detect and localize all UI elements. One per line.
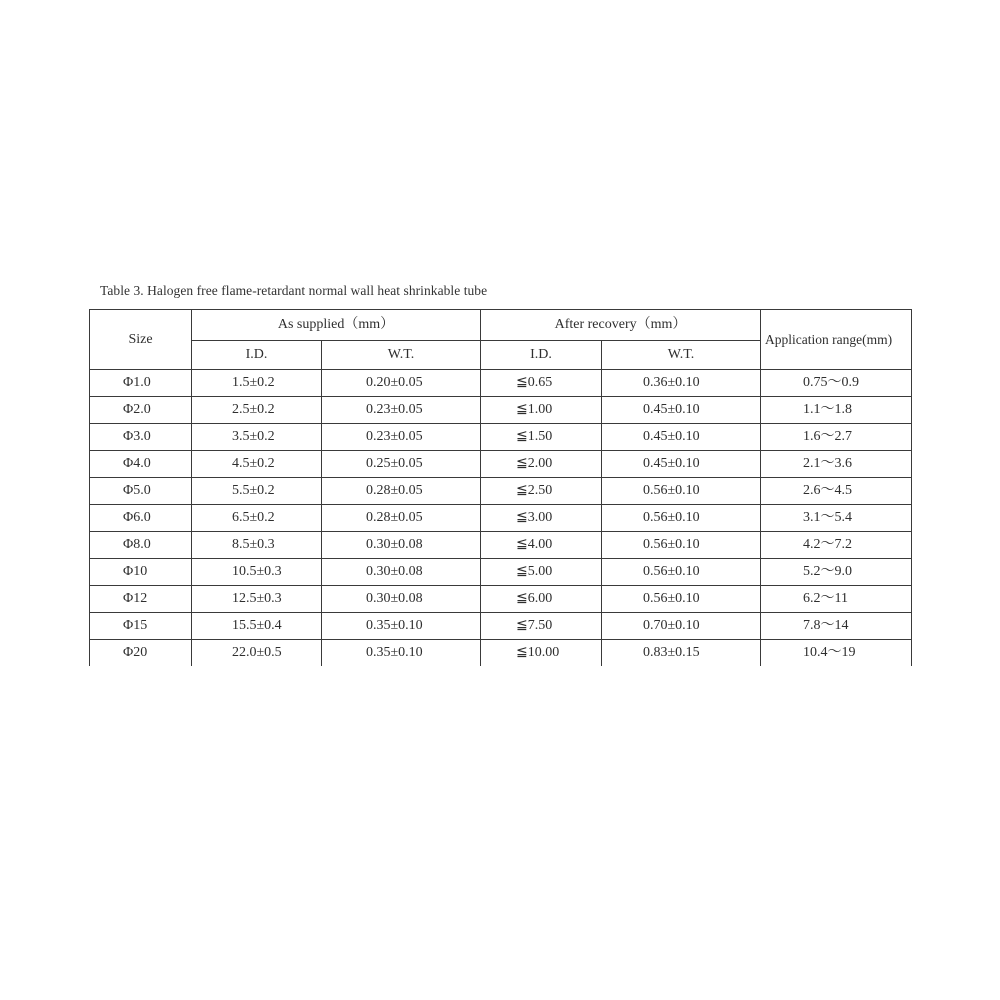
cell-application-range: 2.6～4.5 [761,478,912,505]
cell-as-supplied-wt: 0.25±0.05 [322,451,481,478]
header-after-recovery-id: I.D. [481,341,602,370]
cell-application-range: 0.75～0.9 [761,370,912,397]
cell-as-supplied-wt: 0.30±0.08 [322,532,481,559]
cell-size: Φ12 [90,586,192,613]
header-as-supplied: As supplied（mm） [192,310,481,341]
table-row [90,424,912,451]
cell-size: Φ10 [90,559,192,586]
header-size: Size [90,310,192,370]
cell-application-range: 7.8～14 [761,613,912,640]
cell-after-recovery-id: ≦10.00 [481,640,602,667]
cell-as-supplied-id: 1.5±0.2 [192,370,322,397]
cell-as-supplied-id: 2.5±0.2 [192,397,322,424]
cell-as-supplied-wt: 0.23±0.05 [322,397,481,424]
cell-as-supplied-wt: 0.20±0.05 [322,370,481,397]
cell-as-supplied-wt: 0.30±0.08 [322,559,481,586]
cell-as-supplied-id: 12.5±0.3 [192,586,322,613]
table-row [90,370,912,397]
cell-as-supplied-id: 10.5±0.3 [192,559,322,586]
header-application-range: Application range(mm) [761,310,912,370]
cell-after-recovery-wt: 0.36±0.10 [602,370,761,397]
cell-after-recovery-id: ≦3.00 [481,505,602,532]
header-after-recovery: After recovery（mm） [481,310,761,341]
cell-size: Φ8.0 [90,532,192,559]
table-row [90,478,912,505]
header-row-group [90,310,912,341]
header-as-supplied-wt: W.T. [322,341,481,370]
cell-as-supplied-wt: 0.30±0.08 [322,586,481,613]
cell-after-recovery-wt: 0.83±0.15 [602,640,761,667]
cell-as-supplied-id: 4.5±0.2 [192,451,322,478]
table-row [90,559,912,586]
cell-application-range: 4.2～7.2 [761,532,912,559]
cell-application-range: 10.4～19 [761,640,912,667]
header-after-recovery-wt: W.T. [602,341,761,370]
cell-as-supplied-id: 8.5±0.3 [192,532,322,559]
cell-size: Φ1.0 [90,370,192,397]
cell-as-supplied-id: 15.5±0.4 [192,613,322,640]
cell-application-range: 1.1～1.8 [761,397,912,424]
cell-size: Φ5.0 [90,478,192,505]
cell-as-supplied-id: 22.0±0.5 [192,640,322,667]
cell-after-recovery-wt: 0.56±0.10 [602,532,761,559]
cell-as-supplied-id: 6.5±0.2 [192,505,322,532]
cell-after-recovery-id: ≦1.50 [481,424,602,451]
cell-after-recovery-id: ≦6.00 [481,586,602,613]
table-row [90,451,912,478]
cell-after-recovery-id: ≦1.00 [481,397,602,424]
cell-application-range: 5.2～9.0 [761,559,912,586]
cell-as-supplied-wt: 0.28±0.05 [322,478,481,505]
cell-after-recovery-id: ≦2.50 [481,478,602,505]
table-row [90,397,912,424]
table-caption: Table 3. Halogen free flame-retardant normal wall heat shrinkable tube [100,283,488,298]
table-body [90,310,912,667]
cell-size: Φ4.0 [90,451,192,478]
cell-as-supplied-wt: 0.23±0.05 [322,424,481,451]
cell-after-recovery-id: ≦4.00 [481,532,602,559]
cell-after-recovery-id: ≦0.65 [481,370,602,397]
cell-after-recovery-wt: 0.56±0.10 [602,586,761,613]
table-row [90,640,912,667]
cell-after-recovery-id: ≦7.50 [481,613,602,640]
cell-size: Φ2.0 [90,397,192,424]
cell-as-supplied-wt: 0.35±0.10 [322,640,481,667]
table-row [90,613,912,640]
header-as-supplied-id: I.D. [192,341,322,370]
cell-after-recovery-wt: 0.45±0.10 [602,424,761,451]
cell-after-recovery-wt: 0.56±0.10 [602,505,761,532]
cell-after-recovery-wt: 0.70±0.10 [602,613,761,640]
cell-after-recovery-wt: 0.56±0.10 [602,478,761,505]
cell-after-recovery-wt: 0.45±0.10 [602,397,761,424]
table-row [90,532,912,559]
cell-as-supplied-id: 5.5±0.2 [192,478,322,505]
cell-after-recovery-id: ≦2.00 [481,451,602,478]
cell-as-supplied-id: 3.5±0.2 [192,424,322,451]
table-row [90,586,912,613]
cell-after-recovery-id: ≦5.00 [481,559,602,586]
cell-as-supplied-wt: 0.28±0.05 [322,505,481,532]
cell-size: Φ6.0 [90,505,192,532]
spec-table [89,309,912,666]
cell-as-supplied-wt: 0.35±0.10 [322,613,481,640]
cell-application-range: 6.2～11 [761,586,912,613]
cell-application-range: 2.1～3.6 [761,451,912,478]
cell-after-recovery-wt: 0.45±0.10 [602,451,761,478]
cell-application-range: 3.1～5.4 [761,505,912,532]
cell-size: Φ3.0 [90,424,192,451]
cell-size: Φ20 [90,640,192,667]
cell-after-recovery-wt: 0.56±0.10 [602,559,761,586]
table-row [90,505,912,532]
cell-application-range: 1.6～2.7 [761,424,912,451]
cell-size: Φ15 [90,613,192,640]
